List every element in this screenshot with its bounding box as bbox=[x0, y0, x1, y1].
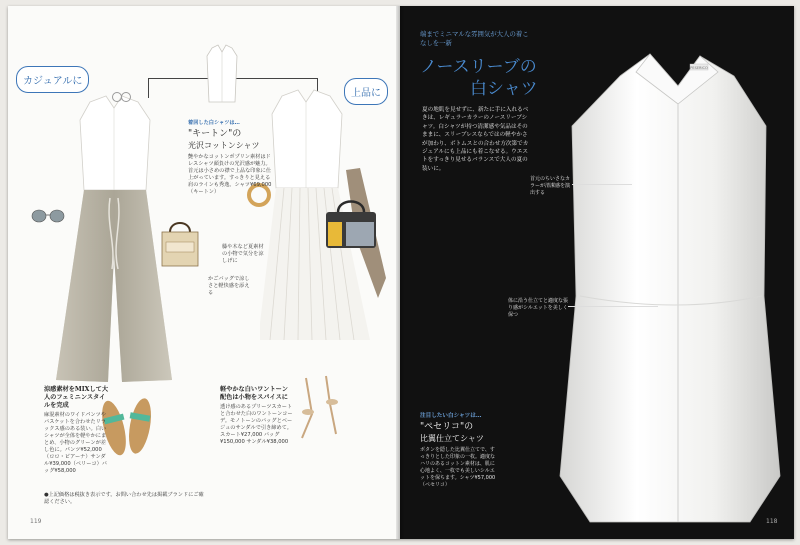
tag-casual: カジュアルに bbox=[16, 66, 89, 93]
right-caption bbox=[220, 386, 294, 446]
headline-line-1: ノースリーブの bbox=[420, 57, 537, 77]
center-kicker: 着回した白シャツは… bbox=[188, 120, 240, 126]
beige-sandals-image bbox=[296, 374, 346, 442]
left-caption-body: 麻混素材のワイドパンツやバスケットを合わせたリラックス感のある装い。白いシャツが全体を軽やかにまとめ、小物のグリーンが差し色に。パンツ¥52,000（ロロ・ピアーナ）サンダル¥39,000（ペリーコ）バッグ¥58,000 bbox=[44, 412, 107, 474]
handbag-image bbox=[322, 192, 380, 252]
bottom-title-2: 比翼仕立てシャツ bbox=[420, 434, 484, 444]
bottom-title-1: "ペセリコ"の bbox=[420, 422, 474, 433]
earrings-image bbox=[112, 90, 132, 104]
right-caption-title: 軽やかな白いワントーン配色は小物をスパイスに bbox=[220, 386, 288, 401]
bag-note-2: かごバッグで涼しさと軽快感を添える bbox=[208, 276, 250, 296]
right-caption-body: 透け感のあるプリーツスカートと合わせた白のワントーンコーデ。モノトーンのバッグとベージュのサンダルで引き締めて。スカート¥27,000 バッグ¥150,000 サンダル¥38,000 bbox=[220, 404, 293, 445]
bag-note-1: 籐や木など夏素材の小物で気分を涼しげに bbox=[222, 244, 264, 264]
right-kicker: 端までミニマルな雰囲気が大人の着こなしを一新 bbox=[420, 30, 529, 47]
center-caption bbox=[188, 120, 272, 196]
tag-elegant: 上品に bbox=[344, 78, 388, 105]
gutter bbox=[396, 6, 404, 539]
callout-collar-line bbox=[572, 184, 632, 185]
magazine-spread bbox=[8, 6, 794, 539]
right-page bbox=[400, 6, 794, 539]
center-title-2: 光沢コットンシャツ bbox=[188, 141, 260, 150]
white-shirt-photo bbox=[550, 46, 788, 532]
right-body-text: 夏の地肌を見せずに、新たに手に入れるべきは、レギュラーカラーのノースリーブシャツ。白シャツが持つ清潔感や気品はそのままに、スリーブレスならではの軽やかさが加わり、ボトムスとの合わせ方次第でカジュアルにも上品にも着こなせる。ウエストをすっきり見せるバランスで大人の夏の装いに。 bbox=[422, 107, 529, 172]
center-body: 艶やかなコットンポプリン素材はドレスシャツ顔負けの光沢感が魅力。首元は小さめの襟で上品な印象に仕上がっています。すっきりと見える肩のラインも秀逸。シャツ¥69,000（キートン） bbox=[188, 154, 272, 195]
left-caption bbox=[44, 386, 110, 475]
callout-silhouette-line bbox=[568, 306, 658, 307]
callout-collar: 首元のちいさなカラーが清潔感を演出する bbox=[530, 176, 571, 196]
left-caption-title: 涼感素材をMIXして大人のフェミニンスタイルを完成 bbox=[44, 386, 109, 409]
sunglasses-image bbox=[30, 206, 68, 226]
page-number-right: 118 bbox=[766, 518, 778, 525]
blouse-thumbnail bbox=[204, 44, 240, 104]
headline-line-2: 白シャツ bbox=[470, 79, 538, 99]
shirt-label: PESERICO bbox=[690, 66, 708, 70]
bottom-caption bbox=[420, 412, 498, 489]
callout-silhouette: 体に沿う仕立てと適度な張り感がシルエットを美しく保つ bbox=[508, 298, 569, 318]
basket-bag-image bbox=[158, 216, 202, 268]
bottom-body: ボタンを隠した比翼仕立てで、すっきりとした印象の一枚。適度なハリのあるコットン素材は、肌に心地よく、一枚でも美しいシルエットを保ちます。シャツ¥57,000（ペセリコ） bbox=[420, 447, 496, 489]
center-title-1: "キートン"の bbox=[188, 129, 242, 139]
left-page bbox=[8, 6, 400, 539]
bottom-kicker: 注目したい白シャツは… bbox=[420, 413, 482, 419]
page-number-left: 119 bbox=[30, 518, 42, 525]
footnote: ●上記価格は税抜き表示です。お問い合わせ先は掲載ブランドにご確認ください。 bbox=[44, 492, 204, 505]
